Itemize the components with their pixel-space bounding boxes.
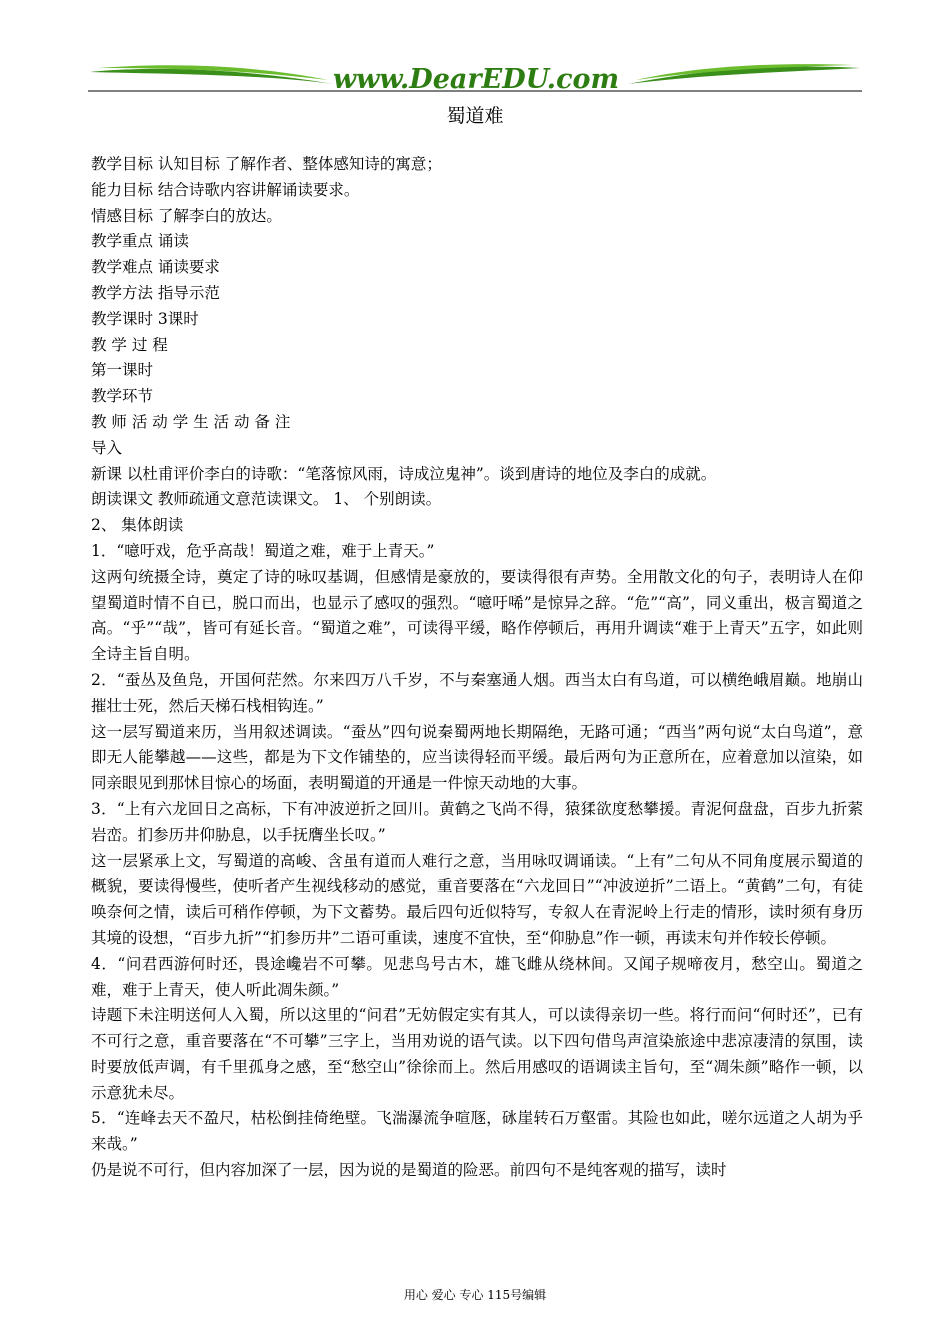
body-line: 能力目标 结合诗歌内容讲解诵读要求。 <box>91 180 360 199</box>
site-logo-text: www.DearEDU.com <box>332 64 620 95</box>
body-line: 诗题下未注明送何人入蜀，所以这里的“问君”无妨假定实有其人，可以读得亲切一些。将行而问“何时还”，已有不可行之意，重音要落在“不可攀”三字上，当用劝说的语气读。以下四句借鸟声渲染旅途中悲凉凄清的氛围，读时要放低声调，有千里孤身之感，至“愁空山”徐徐而上。然后用感叹的语调读主旨句，至“凋朱颜”略作一顿，以示意犹未尽。 <box>91 1006 863 1102</box>
body-line: 教学重点 诵读 <box>91 232 189 251</box>
body-line: 5．“连峰去天不盈尺，枯松倒挂倚绝壁。飞湍瀑流争喧豗，砯崖转石万壑雷。其险也如此，嗟尔远道之人胡为乎来哉。” <box>91 1109 863 1154</box>
body-line: 教 师 活 动 学 生 活 动 备 注 <box>91 412 291 431</box>
header-banner <box>88 62 862 96</box>
body-line: 仍是说不可行，但内容加深了一层，因为说的是蜀道的险恶。前四句不是纯客观的描写，读时 <box>91 1161 727 1180</box>
document-body <box>91 152 863 1184</box>
body-line: 3．“上有六龙回日之高标，下有冲波逆折之回川。黄鹤之飞尚不得，猿猱欲度愁攀援。青泥何盘盘，百步九折萦岩峦。扪参历井仰胁息，以手抚膺坐长叹。” <box>91 799 863 844</box>
body-line: 朗读课文 教师疏通文意范读课文。 1、 个别朗读。 <box>91 490 442 509</box>
body-line: 教学课时 3课时 <box>91 309 199 328</box>
body-line: 教学目标 认知目标 了解作者、整体感知诗的寓意； <box>91 155 442 173</box>
body-line: 情感目标 了解李白的放达。 <box>91 206 282 225</box>
body-line: 2．“蚕丛及鱼凫，开国何茫然。尔来四万八千岁，不与秦塞通人烟。西当太白有鸟道，可以横绝峨眉巅。地崩山摧壮士死，然后天梯石栈相钩连。” <box>91 670 863 715</box>
body-line: 教学环节 <box>91 387 154 406</box>
leaf-banner-icon <box>88 62 862 96</box>
page-title: 蜀道难 <box>446 105 504 127</box>
body-line: 这一层写蜀道来历，当用叙述调读。“蚕丛”四句说秦蜀两地长期隔绝，无路可通；“西当”两句说“太白鸟道”，意即无人能攀越——这些，都是为下文作铺垫的，应当读得轻而平缓。最后两句为正意所在，应着意加以渲染，如同亲眼见到那怵目惊心的场面，表明蜀道的开通是一件惊天动地的大事。 <box>91 722 863 793</box>
body-line: 教学难点 诵读要求 <box>91 258 220 277</box>
body-line: 2、 集体朗读 <box>91 516 184 535</box>
body-line: 导入 <box>91 438 123 457</box>
page-footer: 用心 爱心 专心 115号编辑 <box>403 1288 547 1302</box>
body-line: 1．“噫吁戏，危乎高哉！蜀道之难，难于上青天。” <box>91 541 435 560</box>
body-line: 教学方法 指导示范 <box>91 283 220 302</box>
body-line: 这两句统摄全诗，奠定了诗的咏叹基调，但感情是豪放的，要读得很有声势。全用散文化的句子，表明诗人在仰望蜀道时情不自已，脱口而出，也显示了感叹的强烈。“噫吁唏”是惊异之辞。“危”“高”，同义重出，极言蜀道之高。“乎”“哉”，皆可有延长音。“蜀道之难”，可读得平缓，略作停顿后，再用升调读“难于上青天”五字，如此则全诗主旨自明。 <box>91 567 863 664</box>
body-line: 这一层紧承上文，写蜀道的高峻、含虽有道而人难行之意，当用咏叹调诵读。“上有”二句从不同角度展示蜀道的概貌，要读得慢些，使听者产生视线移动的感觉，重音要落在“六龙回日”“冲波逆折”二语上。“黄鹤”二句，有徒唤奈何之情，读后可稍作停顿，为下文蓄势。最后四句近似特写，专叙人在青泥岭上行走的情形，读时须有身历其境的设想，“百步九折”“扪参历井”二语可重读，速度不宜快，至“仰胁息”作一顿，再读末句并作较长停顿。 <box>91 851 863 947</box>
body-line: 新课 以杜甫评价李白的诗歌：“笔落惊风雨，诗成泣鬼神”。谈到唐诗的地位及李白的成就。 <box>91 464 717 483</box>
body-line: 第一课时 <box>91 361 154 380</box>
body-line: 教 学 过 程 <box>91 335 168 354</box>
body-line: 4．“问君西游何时还，畏途巉岩不可攀。见悲鸟号古木，雄飞雌从绕林间。又闻子规啼夜月，愁空山。蜀道之难，难于上青天，使人听此凋朱颜。” <box>91 954 863 999</box>
